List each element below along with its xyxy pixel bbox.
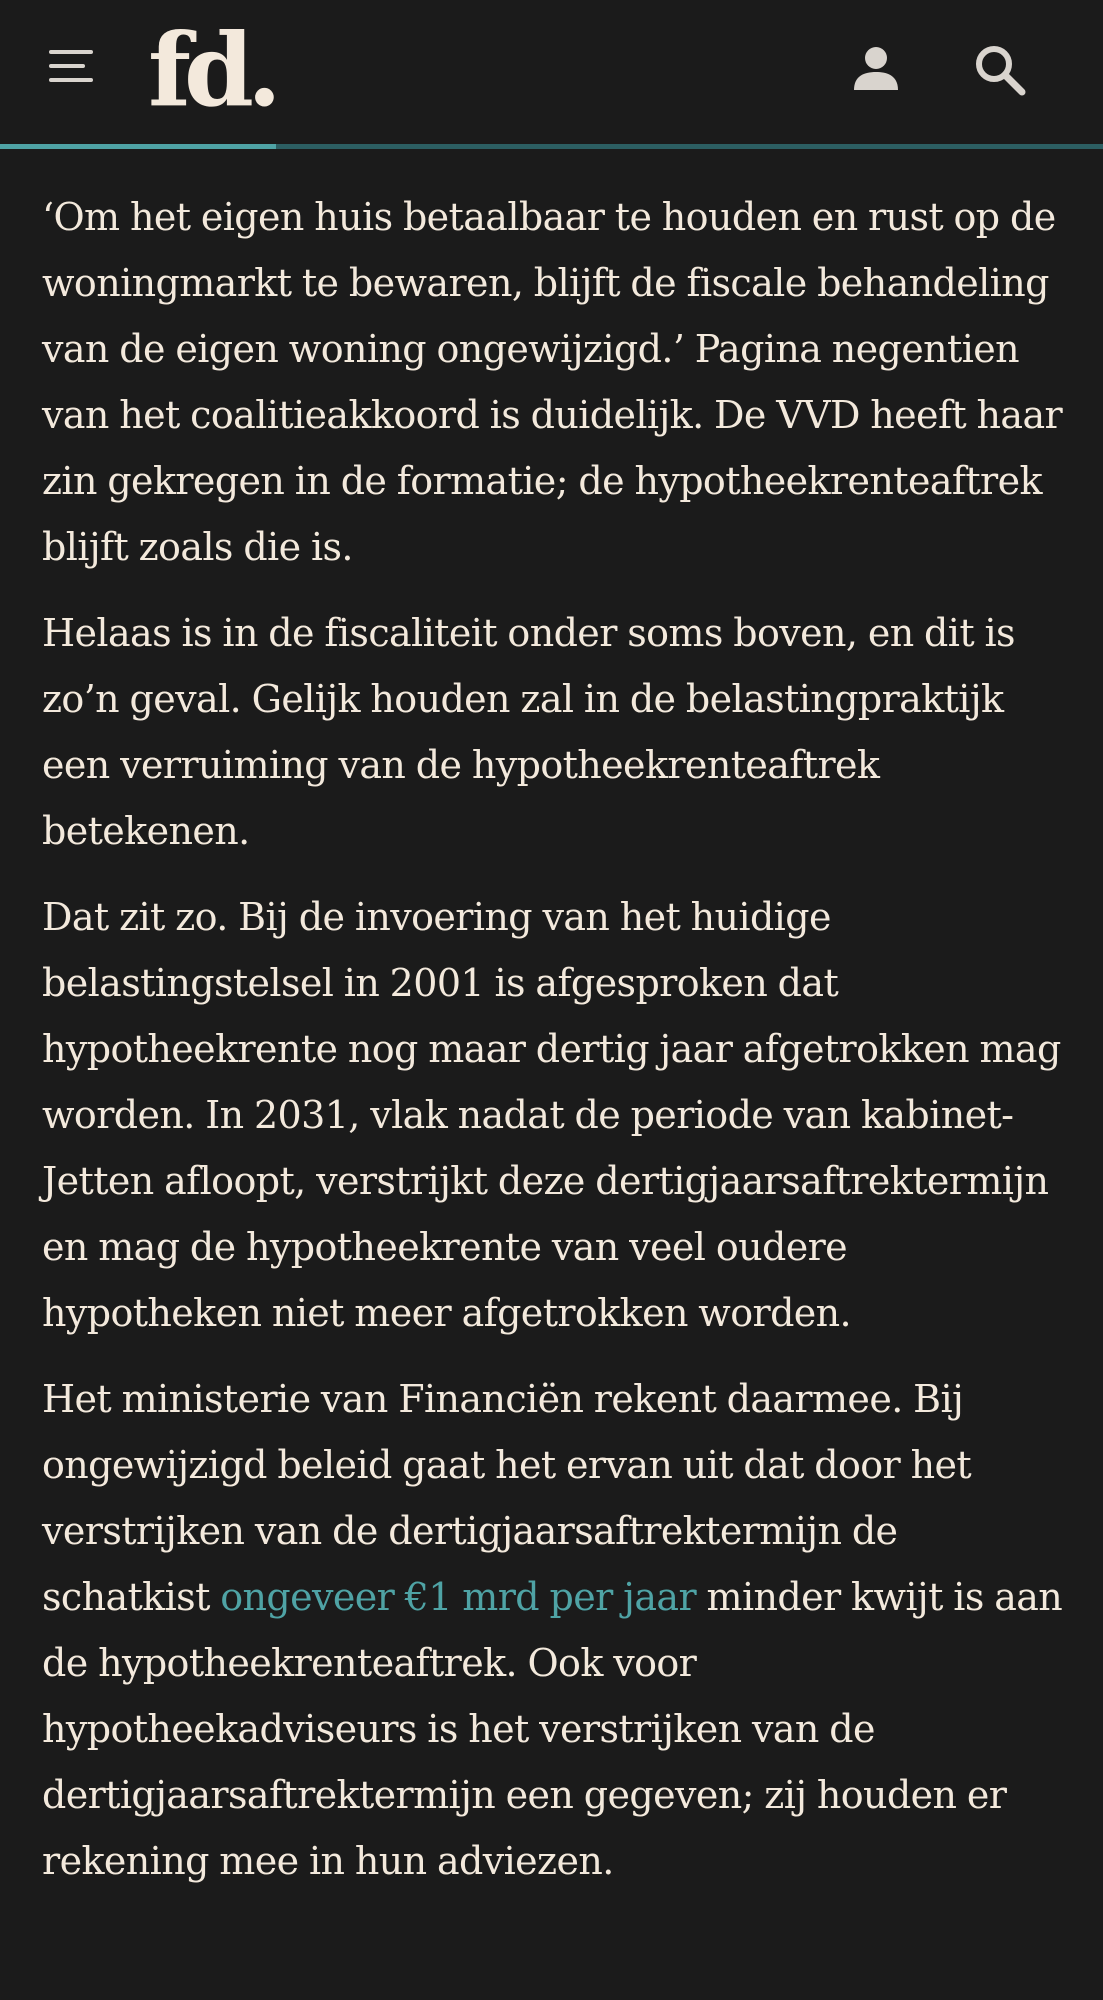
- menu-line: [49, 50, 93, 54]
- reading-progress-fill: [0, 144, 276, 149]
- fd-logo[interactable]: fd.: [148, 11, 275, 129]
- article-body: [42, 184, 1072, 1914]
- user-account-icon[interactable]: [848, 40, 904, 96]
- search-icon-graphic: [968, 38, 1032, 102]
- search-icon[interactable]: [968, 38, 1032, 102]
- paragraph-text: Het ministerie van Financiën rekent daarmee. Bij ongewijzigd beleid gaat het ervan uit dat door het verstrijken van de dertigjaarsaftrektermijn de schatkist: [42, 1377, 972, 1619]
- hamburger-menu-icon[interactable]: [44, 44, 100, 88]
- user-account-icon-graphic: [848, 40, 904, 96]
- article-paragraph-4: [42, 1366, 1072, 1894]
- menu-line: [49, 64, 85, 68]
- article-paragraph-2: Helaas is in de fiscaliteit onder soms boven, en dit is zo’n geval. Gelijk houden zal in de belastingpraktijk een verruiming van de hypotheekrenteaftrek betekenen.: [42, 611, 1015, 853]
- reading-progress-bar: [0, 144, 1103, 149]
- article-paragraph-1: ‘Om het eigen huis betaalbaar te houden en rust op de woningmarkt te bewaren, blijft de fiscale behandeling van de eigen woning ongewijzigd.’ Pagina negentien van het coalitieakkoord is duidelijk. De VVD heeft haar zin gekregen in de formatie; de hypotheekrenteaftrek blijft zoals die is.: [42, 195, 1063, 569]
- paragraph-text: minder kwijt is aan de hypotheekrenteaftrek. Ook voor hypotheekadviseurs is het verstrijken van de dertigjaarsaftrektermijn een gegeven; zij houden er rekening mee in hun adviezen.: [42, 1575, 1063, 1883]
- inline-article-link[interactable]: ongeveer €1 mrd per jaar: [220, 1575, 697, 1619]
- article-paragraph-3: Dat zit zo. Bij de invoering van het huidige belastingstelsel in 2001 is afgesproken dat hypotheekrente nog maar dertig jaar afgetrokken mag worden. In 2031, vlak nadat de periode van kabinet-Jetten afloopt, verstrijkt deze dertigjaarsaftrektermijn en mag de hypotheekrente van veel oudere hypotheken niet meer afgetrokken worden.: [42, 895, 1061, 1335]
- menu-line: [49, 78, 93, 82]
- top-navigation-bar: [0, 0, 1103, 146]
